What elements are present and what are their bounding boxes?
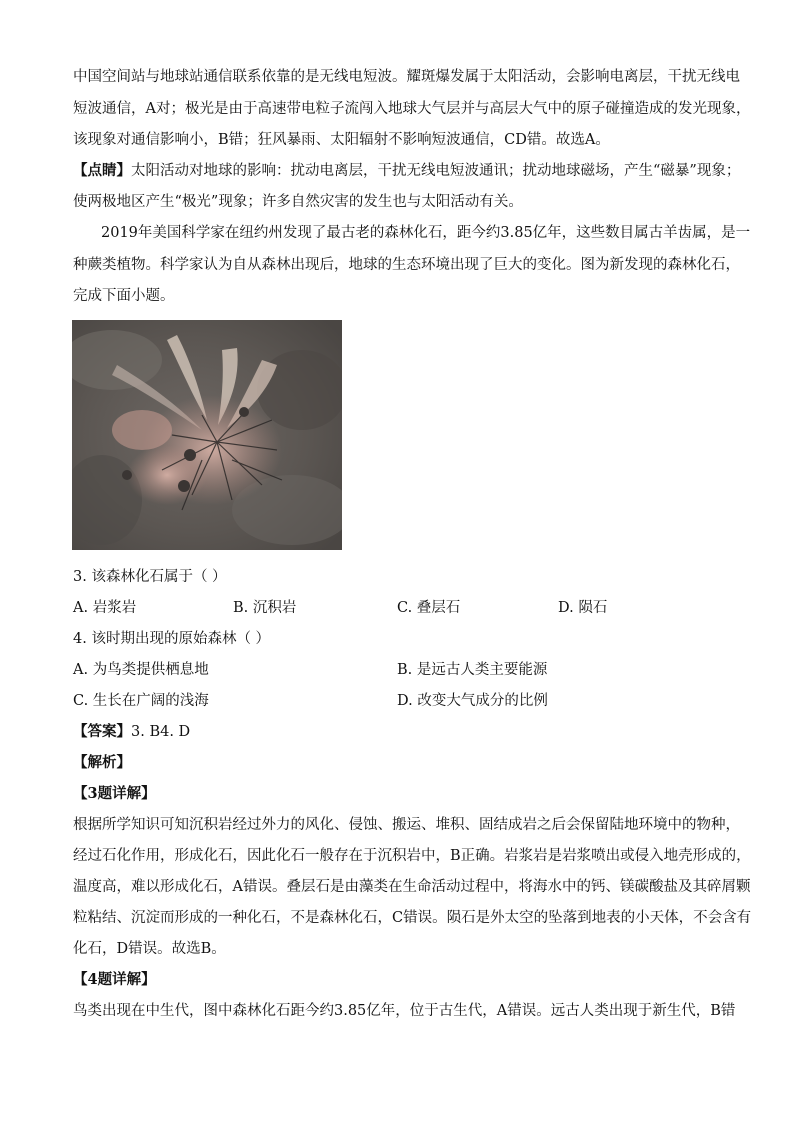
q4-option-b: B. 是远古人类主要能源	[397, 662, 548, 678]
q4-option-c: C. 生长在广阔的浅海	[73, 693, 209, 709]
intro-line-2: 短波通信，A对；极光是由于高速带电粒子流闯入地球大气层并与高层大气中的原子碰撞造成的发光现象，	[73, 101, 751, 117]
detail3-line-3: 温度高，难以形成化石，A错误。叠层石是由藻类在生命活动过程中，将海水中的钙、镁碳酸盐及其碎屑颗	[73, 879, 751, 895]
answer-text: 3. B4. D	[131, 724, 191, 740]
detail3-line-2: 经过石化作用，形成化石，因此化石一般存在于沉积岩中，B正确。岩浆岩是岩浆喷出或侵入地壳形成的，	[73, 848, 751, 864]
q4-question: 4. 该时期出现的原始森林（ ）	[73, 631, 271, 647]
fossil-photo	[72, 320, 342, 550]
answer-tag: 【答案】	[73, 723, 131, 740]
dianjing-tag: 【点睛】	[73, 162, 131, 179]
analysis-tag: 【解析】	[73, 754, 131, 771]
q3-option-b: B. 沉积岩	[233, 600, 297, 616]
detail3-line-5: 化石，D错误。故选B。	[73, 941, 226, 957]
detail3-line-4: 粒粘结、沉淀而形成的一种化石，不是森林化石，C错误。陨石是外太空的坠落到地表的小天体，不会含有	[73, 910, 752, 926]
stem-line-3: 完成下面小题。	[73, 288, 175, 304]
q3-option-d: D. 陨石	[558, 600, 608, 616]
dianjing-line-2: 使两极地区产生“极光”现象；许多自然灾害的发生也与太阳活动有关。	[73, 194, 523, 210]
q3-option-c: C. 叠层石	[397, 600, 461, 616]
dianjing-line-1	[73, 161, 740, 181]
intro-line-3: 该现象对通信影响小，B错；狂风暴雨、太阳辐射不影响短波通信，CD错。故选A。	[73, 132, 610, 148]
detail3-line-1: 根据所学知识可知沉积岩经过外力的风化、侵蚀、搬运、堆积、固结成岩之后会保留陆地环境中的物种，	[73, 817, 740, 833]
stem-line-2: 种蕨类植物。科学家认为自从森林出现后，地球的生态环境出现了巨大的变化。图为新发现的森林化石，	[73, 257, 740, 273]
intro-line-1: 中国空间站与地球站通信联系依靠的是无线电短波。耀斑爆发属于太阳活动，会影响电离层，干扰无线电	[73, 69, 740, 85]
q3-question: 3. 该森林化石属于（ ）	[73, 569, 227, 585]
detail4-tag: 【4题详解】	[73, 971, 156, 988]
q3-option-a: A. 岩浆岩	[73, 600, 137, 616]
detail3-tag: 【3题详解】	[73, 785, 156, 802]
stem-line-1: 2019年美国科学家在纽约州发现了最古老的森林化石，距今约3.85亿年，这些数目属古羊齿属，是一	[101, 225, 751, 241]
detail4-line-1: 鸟类出现在中生代，图中森林化石距今约3.85亿年，位于古生代，A错误。远古人类出现于新生代，B错	[73, 1003, 736, 1019]
q4-option-d: D. 改变大气成分的比例	[397, 693, 548, 709]
q4-option-a: A. 为鸟类提供栖息地	[73, 662, 209, 678]
dianjing-text-1: 太阳活动对地球的影响：扰动电离层，干扰无线电短波通讯；扰动地球磁场，产生“磁暴”现象；	[131, 163, 741, 179]
answer-line	[73, 722, 190, 742]
